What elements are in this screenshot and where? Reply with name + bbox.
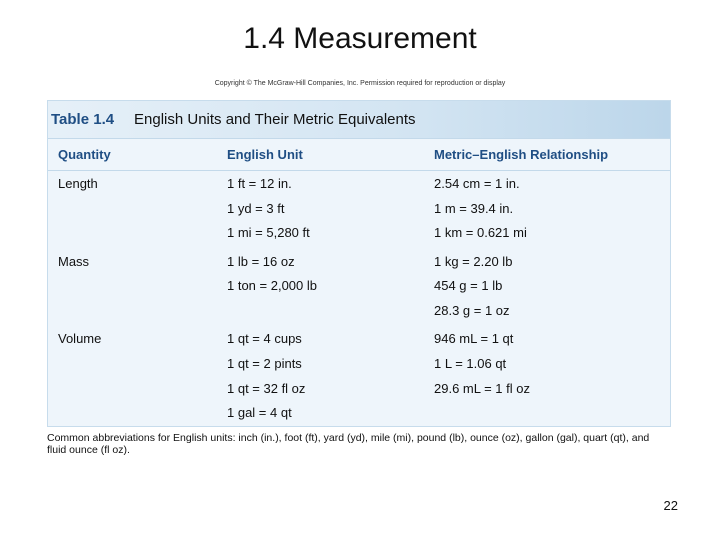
- column-header-quantity: Quantity: [58, 147, 111, 162]
- table-cell-english: 1 qt = 2 pints: [227, 356, 302, 371]
- table-cell-quantity: Volume: [58, 331, 102, 346]
- table-cell-metric: 29.6 mL = 1 fl oz: [434, 381, 530, 396]
- table-cell-metric: 1 L = 1.06 qt: [434, 356, 507, 371]
- table-cell-quantity: Length: [58, 176, 98, 191]
- table-number: Table 1.4: [51, 111, 115, 128]
- column-header-english-unit: English Unit: [227, 147, 303, 162]
- table-cell-metric: 1 km = 0.621 mi: [434, 225, 527, 240]
- table-cell-metric: 454 g = 1 lb: [434, 278, 503, 293]
- table-cell-english: 1 ton = 2,000 lb: [227, 278, 317, 293]
- table-cell-metric: 1 kg = 2.20 lb: [434, 254, 513, 269]
- table-cell-metric: 946 mL = 1 qt: [434, 331, 514, 346]
- table-cell-english: 1 gal = 4 qt: [227, 405, 292, 420]
- table-cell-quantity: Mass: [58, 254, 90, 269]
- table-cell-metric: 28.3 g = 1 oz: [434, 303, 510, 318]
- table-cell-english: 1 yd = 3 ft: [227, 201, 285, 216]
- table-cell-metric: 2.54 cm = 1 in.: [434, 176, 520, 191]
- copyright-notice: Copyright © The McGraw-Hill Companies, Inc. Permission required for reproduction or display: [214, 80, 506, 87]
- table-cell-english: 1 ft = 12 in.: [227, 176, 292, 191]
- page-number: 22: [663, 498, 678, 513]
- column-header-row: [48, 139, 670, 171]
- table-cell-metric: 1 m = 39.4 in.: [434, 201, 514, 216]
- table-cell-english: 1 lb = 16 oz: [227, 254, 295, 269]
- column-header-metric-relationship: Metric–English Relationship: [434, 147, 609, 162]
- table-cell-english: 1 mi = 5,280 ft: [227, 225, 310, 240]
- table-title: English Units and Their Metric Equivalents: [134, 111, 416, 128]
- slide-title: 1.4 Measurement: [243, 22, 477, 55]
- units-table: [47, 100, 671, 427]
- table-caption-bar: [48, 101, 670, 139]
- table-cell-english: 1 qt = 32 fl oz: [227, 381, 306, 396]
- table-cell-english: 1 qt = 4 cups: [227, 331, 302, 346]
- table-footnote: Common abbreviations for English units: inch (in.), foot (ft), yard (yd), mile (mi), pound (lb), ounce (oz), gallon (gal), quart (qt), and fluid ounce (fl oz).: [47, 432, 650, 456]
